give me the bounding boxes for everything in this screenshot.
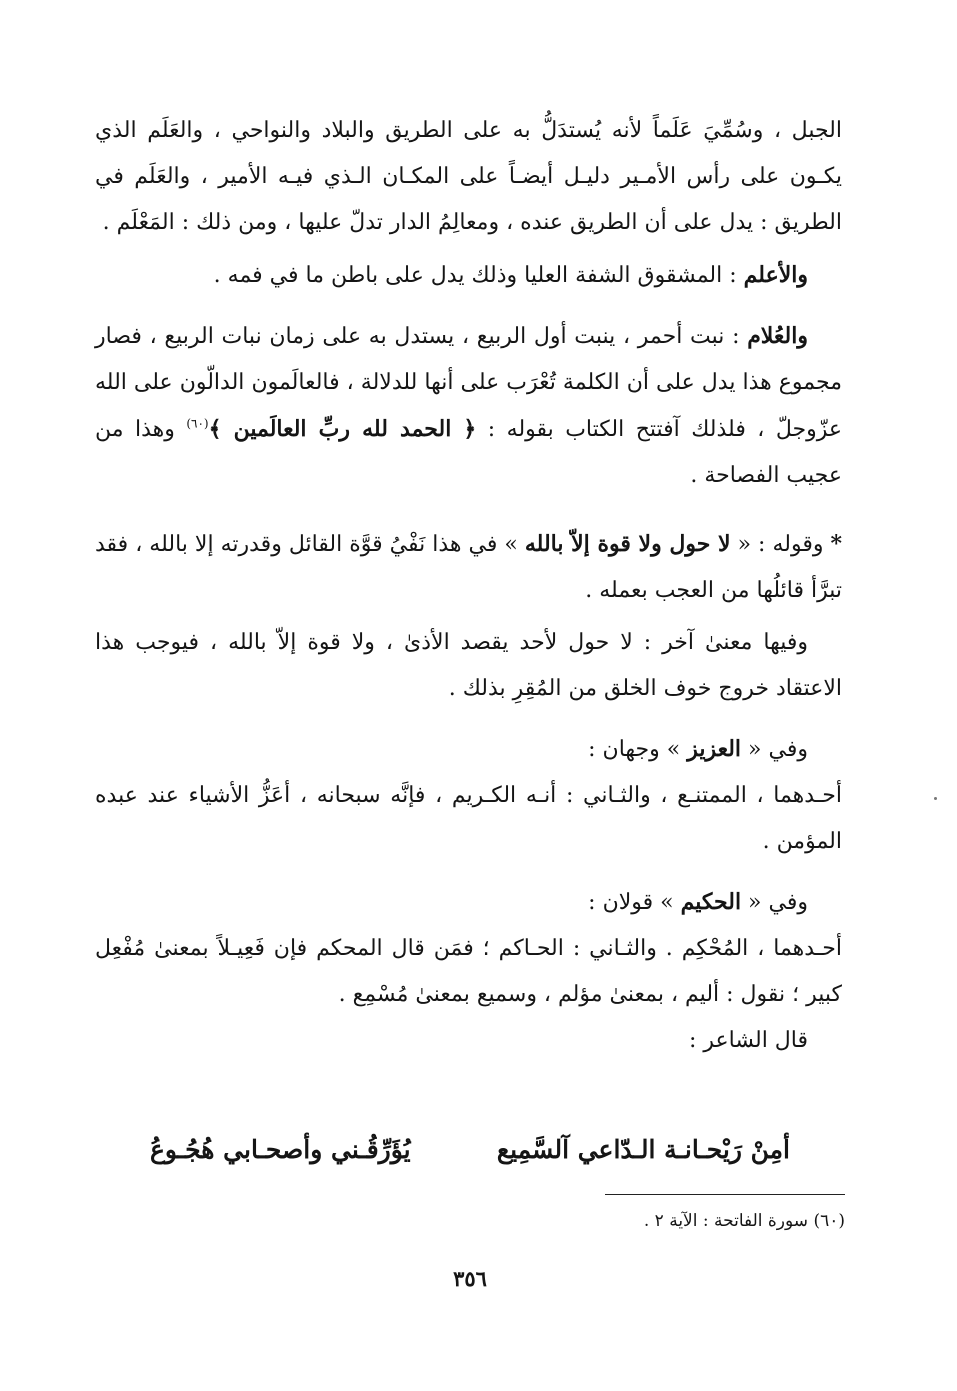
scan-speck: [934, 797, 937, 800]
paragraph-rest: » قولان :: [588, 890, 681, 915]
paragraph-alam-meaning: الجبل ، وسُمِّيَ عَلَماً لأنه يُستدَلُّ به على الطريق والبلاد والنواحي ، والعَلَم الذي يكـون على رأس الأمـير دليـل أيضـاً على المكـان الـذي فيـه الأمير ، والعَلَم في الطريق : يدل على أن الطريق عنده ، ومعالِمُ الدار تدلّ عليها ، ومن ذلك : المَعْلَم .: [95, 118, 842, 235]
phrase-la-hawla: لا حول ولا قوة إلاّ بالله: [524, 531, 731, 557]
paragraph-another-meaning: وفيها معنىٰ آخر : لا حول لأحد يقصد الأذىٰ ، ولا قوة إلاّ بالله ، فيوجب هذا الاعتقاد خروج خوف الخلق من المُقِرِ بذلك .: [95, 630, 842, 701]
paragraph-rest: » وجهان :: [588, 737, 688, 762]
paragraph-alam-lip: [95, 252, 842, 299]
definition-text: : المشقوق الشفة العليا وذلك يدل على باطن ما في فمه .: [213, 263, 744, 288]
verse-first-hemistich: أمِنْ رَيْحـانـة الـدّاعي آلسَّمِيع: [496, 1135, 790, 1164]
term-alalam: والأعلم: [743, 262, 808, 288]
lead-text: وقوله : «: [730, 532, 831, 557]
paragraph-ulam-plant: [95, 313, 842, 499]
paragraph-aziz-heading: [95, 726, 842, 773]
paragraph-poet-intro: قال الشاعر :: [688, 1028, 808, 1053]
footnote: (٦٠) سورة الفاتحة : الآية ٢ .: [643, 1211, 845, 1231]
main-text: [95, 108, 842, 1064]
paragraph-aziz-meanings: أحـدهما ، الممتنـع ، والثـاني : أنـه الكـريم ، فإنَّه سبحانه ، أعَزُّ الأشياء عند عبده المؤمن .: [95, 783, 842, 854]
paragraph-hakim-meanings: أحـدهما ، المُحْكِم . والثـاني : الحـاكم ؛ فمَن قال المحكم فإن فَعِيـلاً بمعنىٰ مُفْعِل كبير ؛ نقول : أليم ، بمعنىٰ مؤلم ، وسميع بمعنىٰ مُسْمِع .: [95, 936, 842, 1007]
quran-quote: ﴿ الحمد لله ربِّ العالَمين ﴾: [208, 416, 477, 442]
term-al-aziz: العزيز: [687, 736, 742, 762]
lead-text: وفي «: [741, 737, 808, 762]
verse-second-hemistich: يُؤَرِّقُـني وأصحـابي هُجُـوعُ: [150, 1135, 411, 1164]
poetry-verse: [150, 1135, 790, 1185]
term-al-hakim: الحكيم: [680, 889, 742, 915]
definition-text: : نبت أحمر ، ينبت أول الربيع ، يستدل به على زمان نبات الربيع ، فصار مجموع هذا يدل على أن الكلمة تُعْرَب على أنها للدلالة ، فالعالَمون الدالّون على الله عزّوجلّ ، فلذلك آفتتح الكتاب بقوله :: [95, 324, 843, 442]
term-alulam: والعُلام: [747, 323, 808, 349]
asterisk-marker: *: [830, 531, 842, 557]
paragraph-la-hawla: [95, 521, 842, 614]
lead-text: وفي «: [741, 890, 808, 915]
paragraph-hakim-heading: [95, 879, 842, 926]
paragraph-rest: » في هذا نَفْيُ قوَّة القائل وقدرته إلا بالله ، فقد تبرَّأ قائلُها من العجب بعمله .: [95, 532, 842, 603]
page-number: ٣٥٦: [453, 1266, 487, 1291]
paragraph-tail: وهذا من عجيب الفصاحة .: [95, 417, 842, 488]
footnote-separator: [605, 1194, 845, 1195]
footnote-reference: (٦٠): [186, 416, 209, 431]
